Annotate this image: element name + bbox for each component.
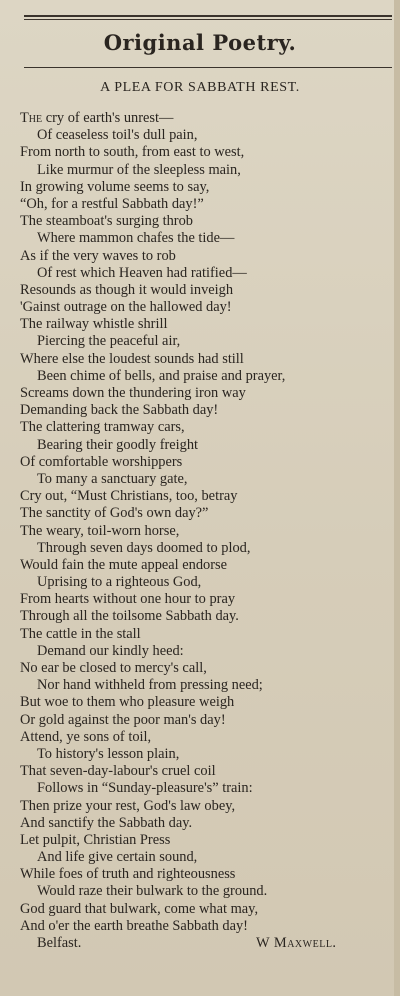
poem-line: Would fain the mute appeal endorse — [20, 556, 228, 573]
poem-line: The railway whistle shrill — [20, 316, 168, 333]
poem-line: Or gold against the poor man's day! — [20, 711, 226, 728]
section-heading: Original Poetry. — [103, 30, 297, 55]
poem-line: Would raze their bulwark to the ground. — [37, 883, 268, 900]
poem-line: While foes of truth and righteousness — [20, 866, 236, 883]
poem-line: Bearing their goodly freight — [37, 436, 199, 453]
poem-line: The sanctity of God's own day?” — [20, 505, 209, 522]
place-name: Belfast. — [37, 935, 82, 951]
poem-line: The weary, toil-worn horse, — [20, 522, 180, 539]
poem-line: 'Gainst outrage on the hallowed day! — [20, 299, 232, 316]
poem-line: Of rest which Heaven had ratified— — [37, 264, 247, 281]
poem-line: To history's lesson plain, — [37, 745, 180, 762]
author-name: W Maxwell. — [256, 935, 337, 951]
poem-line: Piercing the peaceful air, — [37, 333, 181, 350]
poem-line: Where else the loudest sounds had still — [20, 350, 244, 367]
poem-line: From north to south, from east to west, — [20, 144, 245, 161]
poem-line: Follows in “Sunday-pleasure's” train: — [37, 780, 253, 797]
poem-line: The cry of earth's unrest— — [20, 110, 174, 126]
poem-body — [0, 110, 400, 952]
top-rule-thin — [24, 19, 392, 20]
poem-line: Like murmur of the sleepless main, — [37, 161, 241, 178]
poem-line: From hearts without one hour to pray — [20, 591, 236, 608]
poem-line: Of ceaseless toil's dull pain, — [37, 127, 198, 144]
poem-line: “Oh, for a restful Sabbath day!” — [20, 195, 204, 212]
poem-line: The clattering tramway cars, — [20, 419, 185, 436]
page-edge — [394, 0, 400, 996]
drop-word: The — [20, 110, 43, 126]
poem-line: Been chime of bells, and praise and prayer, — [37, 367, 286, 384]
poem-line: God guard that bulwark, come what may, — [20, 900, 259, 917]
poem-line: In growing volume seems to say, — [20, 178, 210, 195]
poem-line: The steamboat's surging throb — [20, 213, 193, 230]
poem-line: But woe to them who pleasure weigh — [20, 694, 235, 711]
signature-line — [0, 935, 400, 952]
poem-line: Let pulpit, Christian Press — [20, 831, 171, 848]
poem-line: Where mammon chafes the tide— — [37, 230, 235, 247]
poem-line: Demand our kindly heed: — [37, 642, 184, 659]
heading-rule — [24, 67, 392, 68]
poem-line: Through all the toilsome Sabbath day. — [20, 608, 239, 625]
poem-line: Demanding back the Sabbath day! — [20, 402, 219, 419]
poem-line: Attend, ye sons of toil, — [20, 728, 152, 745]
poem-line: Then prize your rest, God's law obey, — [20, 797, 236, 814]
poem-line: Resounds as though it would inveigh — [20, 281, 234, 298]
poem-line: To many a sanctuary gate, — [37, 470, 188, 487]
poem-line: Of comfortable worshippers — [20, 453, 183, 470]
poem-line: Cry out, “Must Christians, too, betray — [20, 488, 238, 505]
poem-line: As if the very waves to rob — [20, 247, 176, 264]
poem-line: That seven-day-labour's cruel coil — [20, 763, 216, 780]
poem-line: The cattle in the stall — [20, 625, 141, 642]
top-rule — [24, 15, 392, 17]
poem-line: And sanctify the Sabbath day. — [20, 814, 193, 831]
poem-line: Through seven days doomed to plod, — [37, 539, 251, 556]
poem-line: And o'er the earth breathe Sabbath day! — [20, 917, 248, 934]
poem-line: Uprising to a righteous God, — [37, 574, 202, 591]
poem-line: And life give certain sound, — [37, 849, 198, 866]
poem-title: A PLEA FOR SABBATH REST. — [100, 80, 300, 95]
poem-line: Screams down the thundering iron way — [20, 385, 246, 401]
poem-line: No ear be closed to mercy's call, — [20, 660, 207, 676]
poem-line: Nor hand withheld from pressing need; — [37, 677, 263, 694]
